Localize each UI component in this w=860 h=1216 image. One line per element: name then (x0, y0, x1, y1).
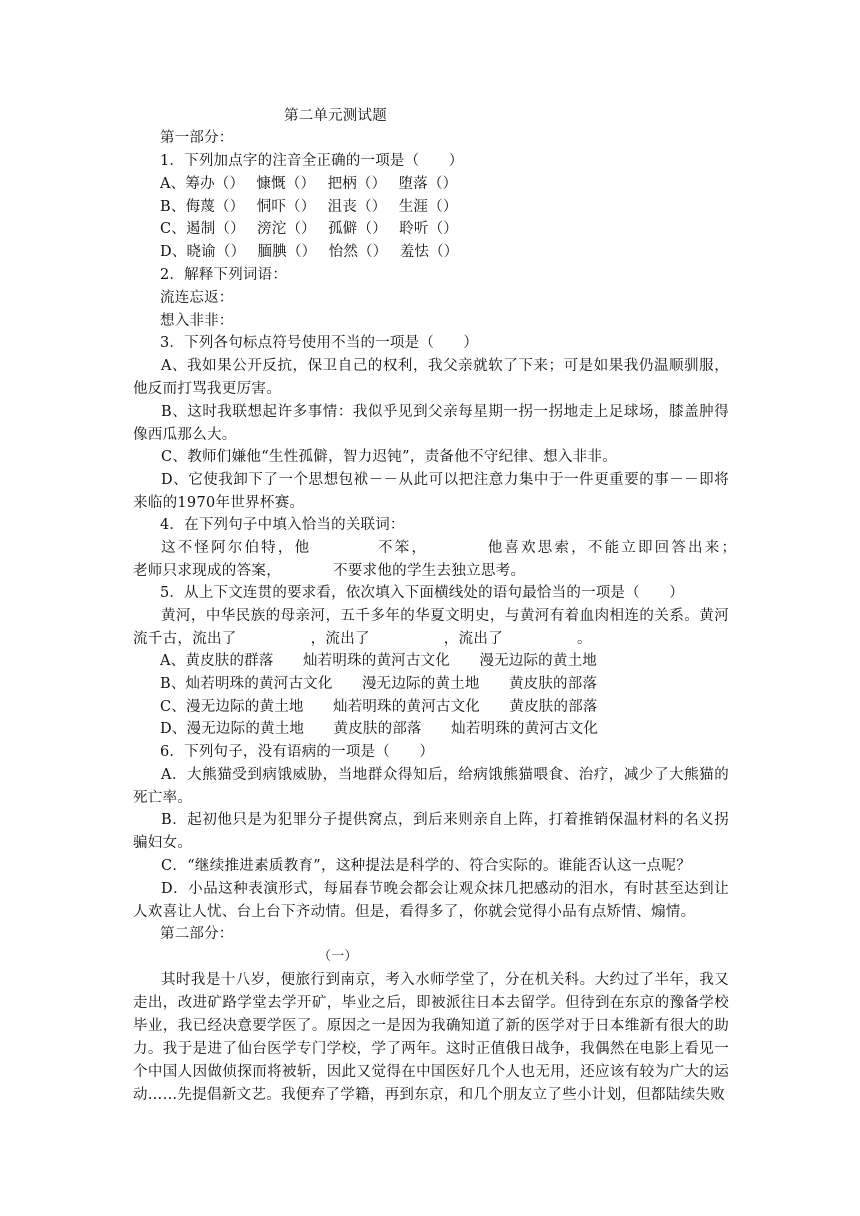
q2-stem: 2．解释下列词语： (160, 267, 288, 283)
reading-passage: 其时我是十八岁，便旅行到南京，考入水师学堂了，分在机关科。大约过了半年，我又走出，改进矿路学堂去学开矿，毕业之后，即被派往日本去留学。但待到在东京的豫备学校毕业，我已经决意要学医了。原因之一是因为我确知道了新的医学对于日本维新有很大的助力。我于是进了仙台医学专门学校，学了两年。这时正值俄日战争，我偶然在电影上看见一个中国人因做侦探而将被斩，因此又觉得在中国医好几个人也无用，还应该有较为广大的运动……先提倡新文艺。我便弃了学籍，再到东京，和几个朋友立了些小计划，但都陆续失败 (133, 972, 729, 1103)
q3-option-c: C、教师们嫌他“生性孤僻，智力迟钝”，责备他不守纪律、想入非非。 (161, 449, 618, 465)
q1-option-b: B、侮蔑（） 恫吓（） 沮丧（） 生涯（） (160, 199, 458, 215)
q1-option-a: A、筹办（） 慷慨（） 把柄（） 堕落（） (160, 176, 458, 192)
q1-stem: 1．下列加点字的注音全正确的一项是（ ） (160, 153, 464, 169)
q3-option-b: B、这时我联想起许多事情：我似乎见到父亲每星期一拐一拐地走上足球场，膝盖肿得像西瓜那么大。 (133, 404, 729, 443)
section-heading: （一） (318, 949, 358, 964)
q5-stem: 5．从上下文连贯的要求看，依次填入下面横线处的语句最恰当的一项是（ ） (160, 585, 684, 601)
q2-word-1: 流连忘返： (160, 290, 234, 306)
q3-stem: 3．下列各句标点符号使用不当的一项是（ ） (160, 335, 479, 351)
q4-stem: 4．在下列句子中填入恰当的关联词： (160, 517, 405, 533)
q6-option-c: C．“继续推进素质教育”，这种提法是科学的、符合实际的。谁能否认这一点呢？ (161, 858, 692, 874)
q6-option-d: D．小品这种表演形式，每届春节晚会都会让观众抹几把感动的泪水，有时甚至达到让人欢喜让人忧、台上台下齐动情。但是，看得多了，你就会觉得小品有点矫情、煽情。 (133, 881, 729, 920)
q5-option-a: A、黄皮肤的群落 灿若明珠的黄河古文化 漫无边际的黄土地 (160, 653, 597, 669)
q5-option-c: C、漫无边际的黄土地 灿若明珠的黄河古文化 黄皮肤的部落 (160, 699, 598, 715)
q3-option-d: D、它使我卸下了一个思想包袱－－从此可以把注意力集中于一件更重要的事－－即将来临的1970年世界杯赛。 (133, 472, 729, 511)
q1-option-d: D、晓谕（） 腼腆（） 怡然（） 羞怯（） (160, 244, 459, 260)
q1-option-c: C、遏制（） 滂沱（） 孤僻（） 聆听（） (160, 221, 458, 237)
document-title: 第二单元测试题 (284, 108, 387, 124)
q6-option-a: A．大熊猫受到病饿威胁，当地群众得知后，给病饿熊猫喂食、治疗，减少了大熊猫的死亡率。 (133, 767, 729, 806)
q4-body: 这不怪阿尔伯特，他 不笨， 他喜欢思索，不能立即回答出来； 老师只求现成的答案， 不要求他的学生去独立思考。 (133, 540, 789, 579)
part1-label: 第一部分： (160, 130, 234, 146)
q6-stem: 6．下列句子，没有语病的一项是（ ） (160, 744, 435, 760)
q5-option-b: B、灿若明珠的黄河古文化 漫无边际的黄土地 黄皮肤的部落 (160, 676, 598, 692)
part2-label: 第二部分： (160, 926, 234, 942)
q2-word-2: 想入非非： (160, 313, 234, 329)
q6-option-b: B．起初他只是为犯罪分子提供窝点，到后来则亲自上阵，打着推销保温材料的名义拐骗妇女。 (133, 812, 729, 851)
q5-body: 黄河，中华民族的母亲河，五千多年的华夏文明史，与黄河有着血肉相连的关系。黄河流千古，流出了 ，流出了 ，流出了 。 (133, 608, 729, 647)
q3-option-a: A、我如果公开反抗，保卫自己的权利，我父亲就软了下来；可是如果我仍温顺驯服，他反而打骂我更厉害。 (133, 358, 729, 397)
q5-option-d: D、漫无边际的黄土地 黄皮肤的部落 灿若明珠的黄河古文化 (160, 721, 599, 737)
